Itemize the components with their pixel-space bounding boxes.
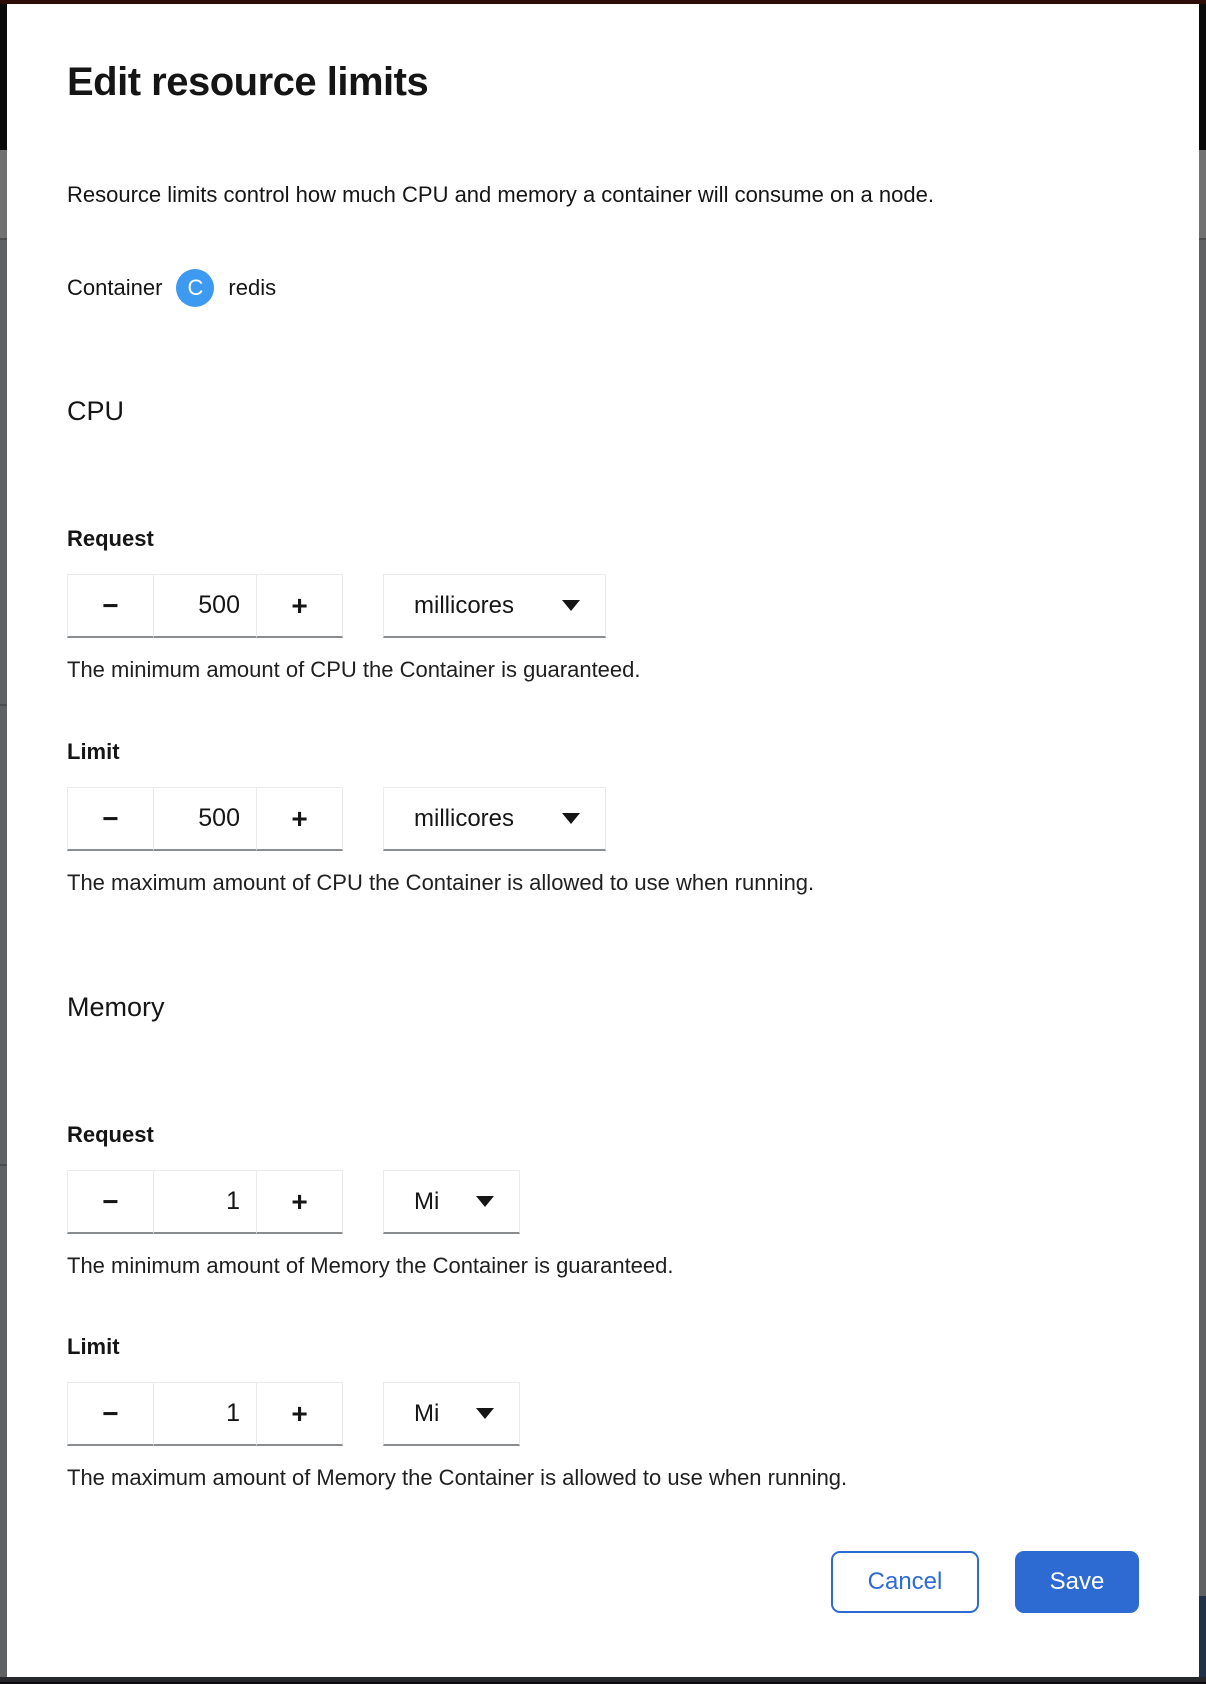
backdrop-seam bbox=[0, 238, 7, 240]
minus-icon: − bbox=[102, 1397, 119, 1429]
backdrop-seam bbox=[0, 1164, 7, 1166]
minus-button[interactable] bbox=[67, 1382, 154, 1446]
plus-icon: + bbox=[291, 1185, 308, 1217]
memory-request-value-input[interactable] bbox=[153, 1170, 257, 1234]
edit-resource-limits-modal bbox=[7, 4, 1199, 1677]
minus-icon: − bbox=[102, 802, 119, 834]
caret-down-icon bbox=[476, 1408, 494, 1419]
minus-icon: − bbox=[102, 1185, 119, 1217]
memory-limit-helper: The maximum amount of Memory the Container is allowed to use when running. bbox=[67, 1465, 848, 1491]
memory-request-controls bbox=[67, 1170, 1139, 1234]
plus-icon: + bbox=[291, 802, 308, 834]
unit-select-value: millicores bbox=[414, 591, 515, 619]
memory-request-label: Request bbox=[67, 1122, 154, 1147]
backdrop-right-strip bbox=[1199, 4, 1206, 1677]
unit-select-value: Mi bbox=[414, 1399, 440, 1427]
minus-button[interactable] bbox=[67, 787, 154, 851]
memory-limit-number-input bbox=[67, 1382, 343, 1446]
modal-description: Resource limits control how much CPU and memory a container will consume on a node. bbox=[67, 182, 934, 207]
minus-button[interactable] bbox=[67, 1170, 154, 1234]
cpu-limit-controls bbox=[67, 787, 1139, 851]
memory-limit-label: Limit bbox=[67, 1334, 120, 1359]
memory-limit-unit-select[interactable] bbox=[383, 1382, 520, 1446]
cpu-request-number-input bbox=[67, 574, 343, 638]
cpu-limit-helper: The maximum amount of CPU the Container is allowed to use when running. bbox=[67, 870, 815, 896]
cpu-limit-value-input[interactable] bbox=[153, 787, 257, 851]
cpu-request-value-input[interactable] bbox=[153, 574, 257, 638]
caret-down-icon bbox=[562, 600, 580, 611]
modal-title: Edit resource limits bbox=[67, 60, 429, 104]
backdrop-seam bbox=[1199, 238, 1206, 240]
backdrop-right-navy bbox=[1199, 1596, 1206, 1677]
plus-button[interactable] bbox=[256, 1170, 343, 1234]
minus-button[interactable] bbox=[67, 574, 154, 638]
caret-down-icon bbox=[476, 1196, 494, 1207]
memory-limit-value-input[interactable] bbox=[153, 1382, 257, 1446]
plus-button[interactable] bbox=[256, 574, 343, 638]
minus-icon: − bbox=[102, 589, 119, 621]
plus-button[interactable] bbox=[256, 787, 343, 851]
section-heading-cpu: CPU bbox=[67, 396, 125, 426]
save-button[interactable]: Save bbox=[1015, 1551, 1139, 1613]
cpu-limit-group bbox=[67, 739, 1139, 898]
modal-footer bbox=[831, 1551, 1139, 1613]
memory-request-group bbox=[67, 1122, 1139, 1281]
backdrop-right-dark bbox=[1199, 4, 1206, 150]
backdrop-left-strip bbox=[0, 4, 7, 1677]
container-badge-icon bbox=[176, 269, 214, 307]
backdrop-right-light bbox=[1199, 150, 1206, 240]
memory-request-unit-select[interactable] bbox=[383, 1170, 520, 1234]
cpu-request-label: Request bbox=[67, 526, 154, 551]
memory-request-helper: The minimum amount of Memory the Container is guaranteed. bbox=[67, 1253, 674, 1279]
container-name: redis bbox=[228, 275, 277, 300]
cpu-limit-number-input bbox=[67, 787, 343, 851]
cpu-limit-label: Limit bbox=[67, 739, 120, 764]
memory-limit-group bbox=[67, 1334, 1139, 1493]
cpu-limit-unit-select[interactable] bbox=[383, 787, 606, 851]
cpu-request-group bbox=[67, 526, 1139, 685]
unit-select-value: Mi bbox=[414, 1187, 440, 1215]
backdrop-left-dark bbox=[0, 4, 7, 150]
container-label: Container bbox=[67, 275, 163, 300]
unit-select-value: millicores bbox=[414, 804, 515, 832]
memory-request-number-input bbox=[67, 1170, 343, 1234]
memory-limit-controls bbox=[67, 1382, 1139, 1446]
cpu-request-controls bbox=[67, 574, 1139, 638]
backdrop-bottom-strip bbox=[0, 1677, 1206, 1684]
container-row bbox=[67, 268, 276, 308]
container-badge-letter: C bbox=[187, 275, 204, 300]
plus-button[interactable] bbox=[256, 1382, 343, 1446]
plus-icon: + bbox=[291, 1397, 308, 1429]
cancel-button[interactable]: Cancel bbox=[831, 1551, 979, 1613]
cpu-request-unit-select[interactable] bbox=[383, 574, 606, 638]
section-heading-memory: Memory bbox=[67, 992, 165, 1022]
cpu-request-helper: The minimum amount of CPU the Container is guaranteed. bbox=[67, 657, 641, 683]
caret-down-icon bbox=[562, 813, 580, 824]
plus-icon: + bbox=[291, 589, 308, 621]
backdrop-seam bbox=[0, 704, 7, 706]
backdrop-left-light bbox=[0, 150, 7, 240]
